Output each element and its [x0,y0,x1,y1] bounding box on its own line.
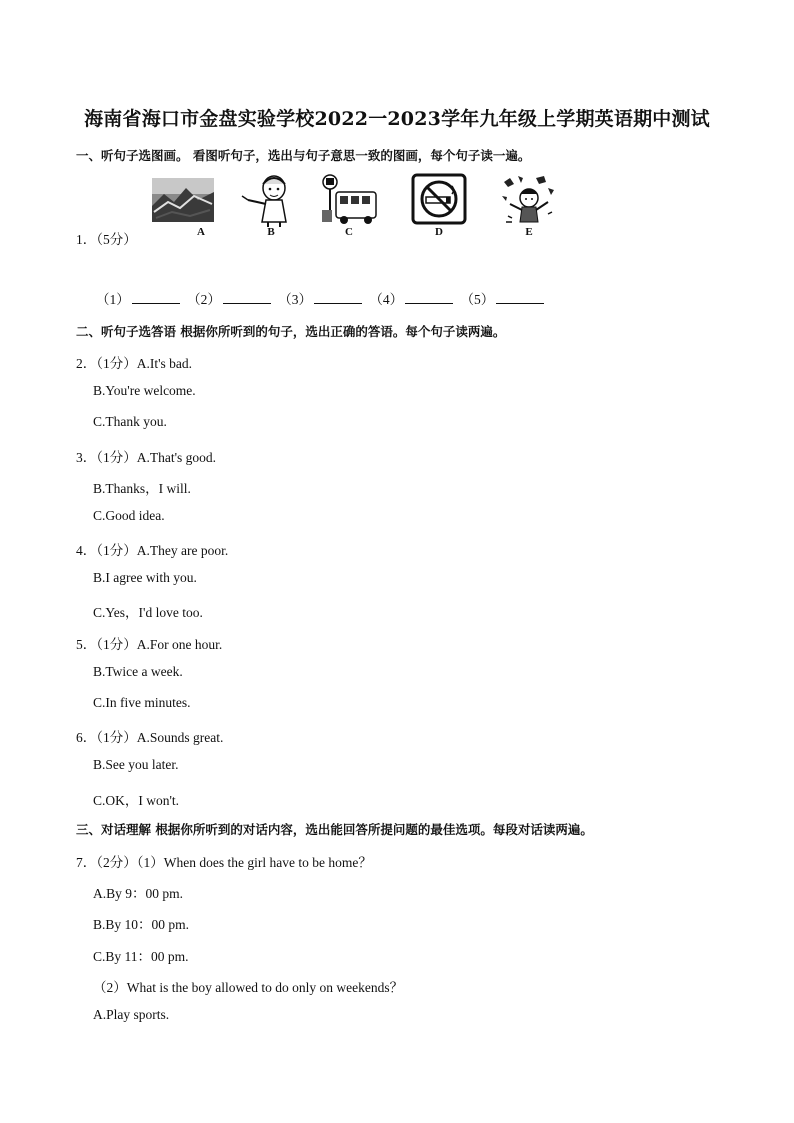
answer-blank-5[interactable] [496,291,544,304]
picture-label-b: B [267,226,275,238]
answer-blank-1[interactable] [132,291,180,304]
question-3-option-c: C.Good idea. [93,508,165,523]
question-5-option-c: C.In five minutes. [93,695,191,710]
question-6-stem: 6．（1分）A.Sounds great. [76,730,224,745]
question-4-stem: 4．（1分）A.They are poor. [76,543,229,558]
question-7-stem: 7．（2分）（1）When does the girl have to be home？ [76,855,372,870]
answer-blank-2[interactable] [223,291,271,304]
question-7-option-c: C.By 11：00 pm. [93,949,189,964]
question-1-stem: 1．（5分） [76,232,137,247]
picture-label-a: A [197,226,205,238]
answer-blank-4[interactable] [405,291,453,304]
question-7-option-b: B.By 10：00 pm. [93,917,190,932]
no-smoking-icon [406,172,472,228]
section-2-heading: 二、听句子选答语 根据你所听到的句子，选出正确的答语。每个句子读两遍。 [76,324,506,339]
question-7-sub-2-option-a: A.Play sports. [93,1007,170,1022]
question-4-option-c: C.Yes，I'd love too. [93,605,203,620]
bus-stop-icon [316,172,382,228]
blank-label-5: （5） [460,292,495,307]
blank-label-1: （1） [96,292,130,307]
question-5-stem: 5．（1分）A.For one hour. [76,637,223,652]
question-2-stem: 2．（1分）A.It's bad. [76,356,193,371]
messy-kid-icon [496,172,562,228]
page-title: 海南省海口市金盘实验学校2022一2023学年九年级上学期英语期中测试 [84,108,710,130]
section-1-heading: 一、听句子选图画。 看图听句子，选出与句子意思一致的图画，每个句子读一遍。 [76,148,531,163]
picture-label-d: D [435,226,443,238]
section-3-heading: 三、对话理解 根据你所听到的对话内容，选出能回答所提问题的最佳选项。每段对话读两遍。 [76,822,593,837]
question-7-sub-2: （2）What is the boy allowed to do only on weekends？ [93,980,404,995]
question-7-option-a: A.By 9：00 pm. [93,886,184,901]
blank-label-3: （3） [278,292,312,307]
question-3-option-b: B.Thanks，I will. [93,481,191,496]
question-2-option-c: C.Thank you. [93,414,167,429]
question-6-option-c: C.OK，I won't. [93,793,180,808]
great-wall-photo-icon [150,172,216,228]
question-2-option-b: B.You're welcome. [93,383,196,398]
picture-label-c: C [345,226,353,238]
boy-pointing-icon [238,172,304,228]
blank-label-4: （4） [369,292,404,307]
picture-row [150,172,580,240]
picture-label-e: E [525,226,533,238]
answer-blank-3[interactable] [314,291,362,304]
question-5-option-b: B.Twice a week. [93,664,183,679]
blank-label-2: （2） [187,292,221,307]
question-6-option-b: B.See you later. [93,757,179,772]
answer-blanks-q1 [96,288,548,308]
question-3-stem: 3．（1分）A.That's good. [76,450,217,465]
question-4-option-b: B.I agree with you. [93,570,197,585]
